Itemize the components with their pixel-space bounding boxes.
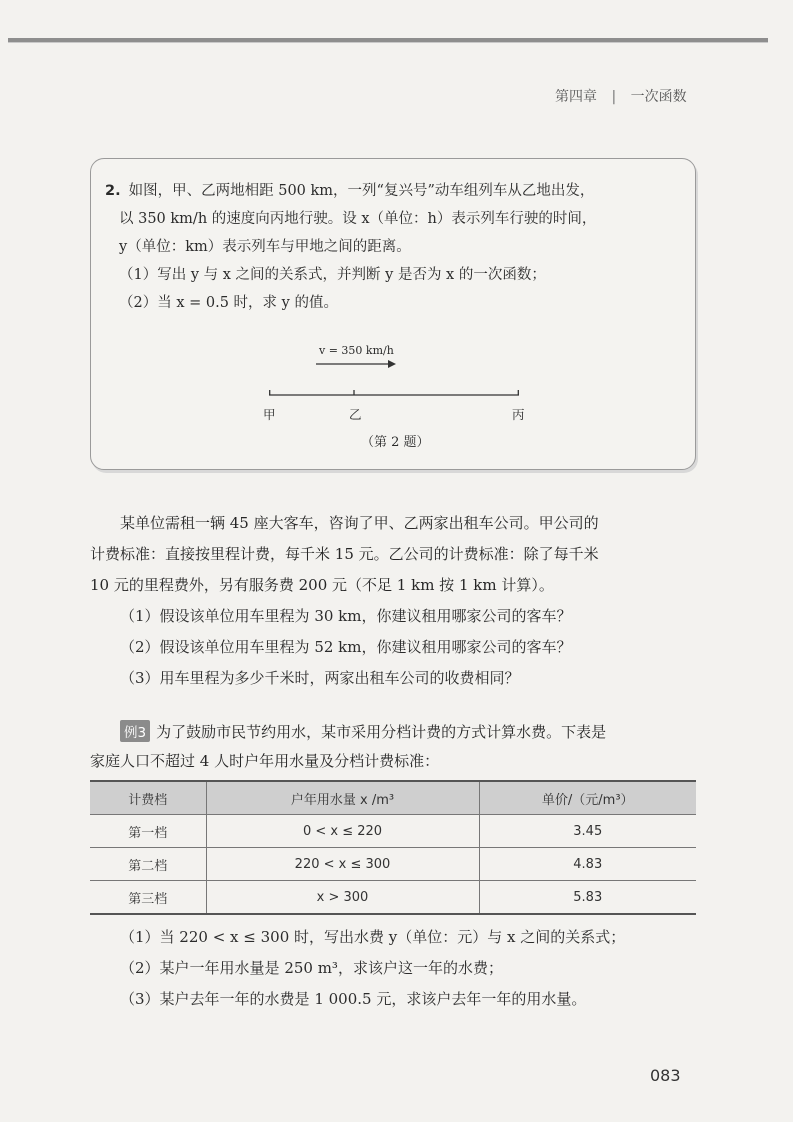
exercise-line: 以 350 km/h 的速度向丙地行驶。设 x（单位：h）表示列车行驶的时间，	[119, 211, 597, 227]
example-text: 为了鼓励市民节约用水，某市采用分档计费的方式计算水费。下表是	[156, 723, 607, 741]
exercise-line: y（单位：km）表示列车与甲地之间的距离。	[119, 239, 411, 255]
table-cell: 第一档	[90, 815, 206, 848]
table-cell: 第三档	[90, 881, 206, 915]
table-cell: 220 < x ≤ 300	[206, 848, 479, 881]
example-3-intro-line	[120, 720, 606, 742]
table-cell: 第二档	[90, 848, 206, 881]
example-3-intro-line: 家庭人口不超过 4 人时户年用水量及分档计费标准：	[90, 752, 440, 770]
station-b-label: 乙	[349, 407, 362, 422]
table-row	[90, 848, 696, 881]
problem-question: （3）用车里程为多少千米时，两家出租车公司的收费相同？	[120, 669, 520, 687]
table-header-cell: 计费档	[90, 781, 206, 815]
exercise-text: 如图，甲、乙两地相距 500 km，一列“复兴号”动车组列车从乙地出发，	[128, 183, 595, 199]
running-head	[555, 86, 705, 106]
railway-figure	[91, 159, 695, 469]
section-label: 一次函数	[630, 89, 687, 105]
table-cell: 4.83	[479, 848, 696, 881]
table-cell: x > 300	[206, 881, 479, 915]
table-cell: 3.45	[479, 815, 696, 848]
speed-label: v = 350 km/h	[319, 344, 394, 357]
exercise-number: 2.	[105, 183, 121, 199]
table-row	[90, 881, 696, 915]
example-question: （1）当 220 < x ≤ 300 时，写出水费 y（单位：元）与 x 之间的关系式；	[120, 928, 626, 946]
table-header-cell: 户年用水量 x /m³	[206, 781, 479, 815]
station-a-label: 甲	[263, 407, 276, 422]
header-separator: |	[611, 89, 617, 105]
example-question: （2）某户一年用水量是 250 m³，求该户这一年的水费；	[120, 959, 503, 977]
problem-paragraph-line: 某单位需租一辆 45 座大客车，咨询了甲、乙两家出租车公司。甲公司的	[120, 514, 599, 532]
example-badge: 例3	[120, 720, 150, 742]
route-line	[269, 389, 519, 401]
table-cell: 5.83	[479, 881, 696, 915]
exercise-2-box	[90, 158, 696, 470]
problem-question: （1）假设该单位用车里程为 30 km，你建议租用哪家公司的客车？	[120, 607, 572, 625]
table-cell: 0 < x ≤ 220	[206, 815, 479, 848]
exercise-subquestion: （1）写出 y 与 x 之间的关系式，并判断 y 是否为 x 的一次函数；	[119, 267, 546, 283]
chapter-label: 第四章	[555, 89, 597, 105]
figure-caption: （第 2 题）	[361, 435, 430, 450]
table-header-cell: 单价/（元/m³）	[479, 781, 696, 815]
problem-question: （2）假设该单位用车里程为 52 km，你建议租用哪家公司的客车？	[120, 638, 572, 656]
problem-paragraph-line: 10 元的里程费外，另有服务费 200 元（不足 1 km 按 1 km 计算）。	[90, 576, 554, 594]
page-number: 083	[650, 1066, 681, 1085]
top-rule	[8, 38, 768, 43]
water-fee-table	[90, 780, 696, 915]
example-question: （3）某户去年一年的水费是 1 000.5 元，求该户去年一年的用水量。	[120, 990, 587, 1008]
station-c-label: 丙	[512, 407, 525, 422]
table-header-row	[90, 781, 696, 815]
table-row	[90, 815, 696, 848]
problem-paragraph-line: 计费标准：直接按里程计费，每千米 15 元。乙公司的计费标准：除了每千米	[90, 545, 599, 563]
direction-arrow-icon	[316, 359, 396, 369]
exercise-subquestion: （2）当 x = 0.5 时，求 y 的值。	[119, 295, 338, 311]
